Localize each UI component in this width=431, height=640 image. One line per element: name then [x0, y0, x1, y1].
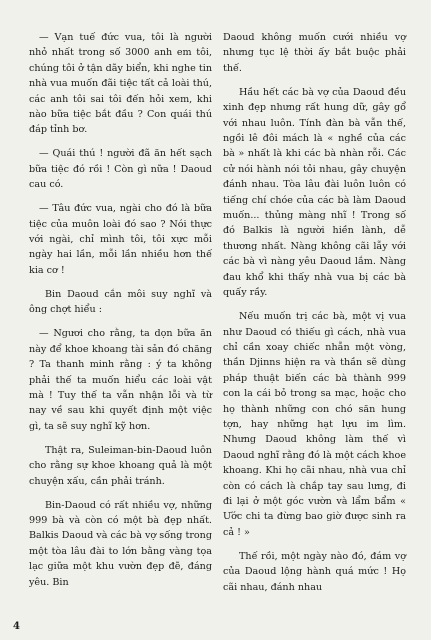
paragraph: Thế rồi, một ngày nào đó, đám vợ của Daoud lộng hành quá mức ! Họ cãi nhau, đánh nhau [223, 550, 406, 593]
right-text-column [223, 30, 406, 604]
paragraph: — Ngươi cho rằng, ta dọn bữa ăn này để khoe khoang tài sản đó chăng ? Ta thanh minh rằng : ý ta không phải thế ta muốn hiểu các loài vật mà ! Tuy thế ta vẫn nhận lỗi và từ nay về sau khi quyết định một việc gì, ta sẽ suy nghĩ kỹ hơn. [29, 328, 212, 432]
paragraph: Bin Daoud cắn môi suy nghĩ và ông chợt hiểu : [29, 288, 212, 316]
paragraph: Daoud không muốn cưới nhiều vợ nhưng tục lệ thời ấy bắt buộc phải thế. [223, 32, 406, 74]
paragraph: Hầu hết các bà vợ của Daoud đều xinh đẹp nhưng rất hung dữ, gây gổ với nhau luôn. Tính đàn bà vẫn thế, ngồi lê đôi mách là « nghề của các bà » nhất là khi các bà nhàn rỗi. Các cử nói hành nói tỏi nhau, gây chuyện đánh nhau. Tòa lâu đài luôn luôn có tiếng chí chóe của các bà làm Daoud muốn... thủng màng nhĩ ! Trong số đó Balkis là người hiền lành, dễ thương nhất. Nàng không cãi lẫy với các bà vì nàng yêu Daoud lắm. Nàng đau khổ khi thấy nhà vua bị các bà quấy rầy. [223, 86, 406, 299]
paragraph: — Quái thú ! người đã ăn hết sạch bữa tiệc đó rồi ! Còn gì nữa ! Daoud cau có. [29, 148, 212, 191]
paragraph: Bin-Daoud có rất nhiều vợ, những 999 bà và còn có một bà đẹp nhất. Balkis Daoud và các bà vợ sống trong một tòa lâu đài to lớn bằng vàng tọa lạc giữa một khu vườn đẹp đẽ, đáng yêu. Bin [29, 499, 212, 588]
paragraph: — Tâu đức vua, ngài cho đó là bữa tiệc của muôn loài đó sao ? Nói thực với ngài, chỉ mình tôi, tôi xực mỗi ngày hai lần, mỗi lần nhiều hơn thế kia cơ ! [29, 203, 212, 276]
left-text-column [29, 30, 212, 599]
page-number: 4 [13, 621, 20, 632]
paragraph: Nếu muốn trị các bà, một vị vua như Daoud có thiếu gì cách, nhà vua chỉ cần xoay chiếc nhẫn một vòng, thần Djinns hiện ra và thần sẽ dùng pháp thuật biến các bà thành 999 con la cái bỏ trong sa mạc, hoặc cho họ thành những con chó săn hung tợn, hay những hạt lựu im lìm. Nhưng Daoud không làm thế vì Daoud nghĩ rằng đó là một cách khoe khoang. Khi họ cãi nhau, nhà vua chỉ còn có cách là chắp tay sau lưng, đi đi lại ở một góc vườn và lẩm bẩm « Ước chi ta đừng bao giờ được sinh ra cả ! » [223, 311, 406, 538]
paragraph: — Vạn tuế đức vua, tôi là người nhỏ nhất trong số 3000 anh em tôi, chúng tôi ở tận dãy biển, khi nghe tin nhà vua muốn đãi tiệc tất cả loài thú, các anh tôi sai tôi đến hỏi xem, khi nào bữa tiệc bắt đầu ? Con quái thú đáp tỉnh bơ. [29, 32, 212, 136]
paragraph: Thật ra, Suleiman-bin-Daoud luôn cho rằng sự khoe khoang quả là một chuyện xấu, cần phải tránh. [29, 444, 212, 487]
